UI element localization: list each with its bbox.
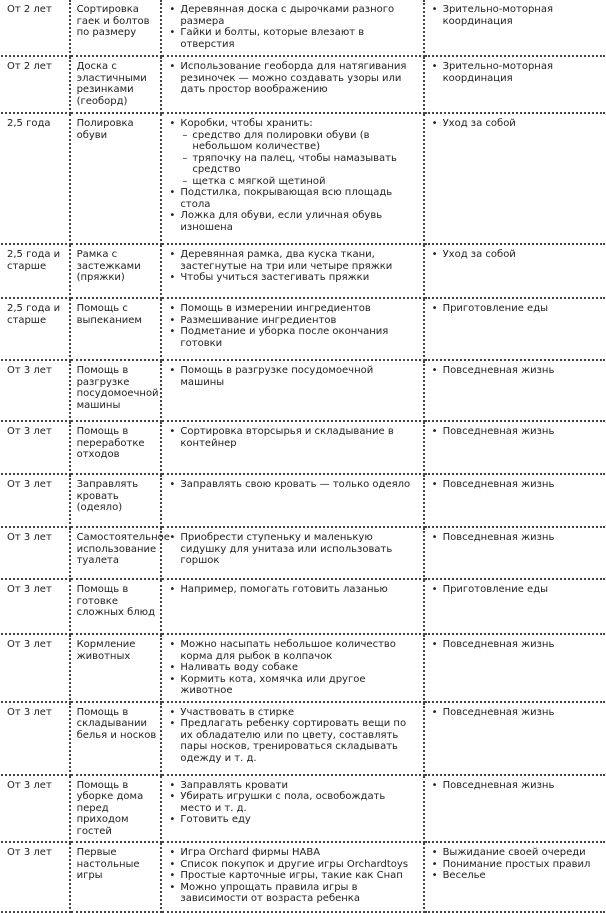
materials-item: • Например, помогать готовить лазанью (168, 584, 418, 596)
skills-list (431, 780, 601, 792)
materials-item: • Список покупок и другие игры Orchardtoys (168, 859, 418, 871)
materials-cell (161, 842, 423, 912)
materials-cell (161, 527, 423, 579)
materials-cell (161, 244, 423, 298)
materials-item: • Кормить кота, хомячка или другое животное (168, 674, 418, 697)
activity-name-cell: Первые настольные игры (70, 842, 162, 912)
skill-item: • Приготовление еды (431, 303, 601, 315)
skill-item: • Повседневная жизнь (431, 479, 601, 491)
activity-name-cell: Помощь в уборке дома перед приходом гостей (70, 775, 162, 843)
skills-list (431, 639, 601, 651)
skills-list (431, 4, 601, 27)
table-row (1, 527, 605, 579)
materials-cell (161, 360, 423, 421)
skills-list (431, 532, 601, 544)
skills-list (431, 118, 601, 130)
materials-item: • Подстилка, покрывающая всю площадь стола (168, 187, 418, 210)
materials-cell (161, 474, 423, 527)
materials-item: • Можно насыпать небольшое количество корма для рыбок в колпачок (168, 639, 418, 662)
materials-cell (161, 702, 423, 775)
table-row (1, 842, 605, 912)
skills-cell (424, 527, 605, 579)
materials-item: • Коробки, чтобы хранить: (168, 118, 418, 130)
materials-subitem: – тряпочку на палец, чтобы намазывать средство (168, 153, 418, 176)
activity-name-cell: Рамка с застежками (пряжки) (70, 244, 162, 298)
age-cell: От 3 лет (1, 702, 70, 775)
materials-list (168, 61, 418, 96)
materials-item: • Заправлять кровати (168, 780, 418, 792)
materials-item: • Предлагать ребенку сортировать вещи по их обладателю или по цвету, составлять пары носков, тренироваться складывать одежду и т. д. (168, 718, 418, 764)
materials-item: • Сортировка вторсырья и складывание в контейнер (168, 426, 418, 449)
materials-list (168, 847, 418, 905)
skill-item: • Зрительно-моторная координация (431, 4, 601, 27)
skill-item: • Зрительно-моторная координация (431, 61, 601, 84)
skills-cell (424, 842, 605, 912)
skills-list (431, 303, 601, 315)
skills-cell (424, 0, 605, 56)
materials-item: • Готовить еду (168, 814, 418, 826)
skills-cell (424, 702, 605, 775)
materials-list (168, 118, 418, 233)
materials-cell (161, 579, 423, 634)
age-cell: От 3 лет (1, 775, 70, 843)
materials-list (168, 4, 418, 50)
skills-cell (424, 421, 605, 474)
activities-table (1, 0, 605, 913)
skills-list (431, 249, 601, 261)
materials-item: • Использование геоборда для натягивания резиночек — можно создавать узоры или дать простор воображению (168, 61, 418, 96)
table-body (1, 0, 605, 912)
materials-item: • Деревянная доска с дырочками разного размера (168, 4, 418, 27)
table-row (1, 360, 605, 421)
materials-cell (161, 56, 423, 113)
materials-item: • Ложка для обуви, если уличная обувь изношена (168, 210, 418, 233)
age-cell: От 3 лет (1, 527, 70, 579)
skills-cell (424, 775, 605, 843)
skills-cell (424, 244, 605, 298)
age-cell: 2,5 года и старше (1, 298, 70, 360)
skill-item: • Повседневная жизнь (431, 426, 601, 438)
age-cell: От 3 лет (1, 421, 70, 474)
age-cell: От 3 лет (1, 579, 70, 634)
activity-name-cell: Помощь с выпеканием (70, 298, 162, 360)
age-cell: От 3 лет (1, 842, 70, 912)
materials-cell (161, 421, 423, 474)
skills-list (431, 584, 601, 596)
skills-list (431, 365, 601, 377)
table-row (1, 113, 605, 244)
materials-item: • Простые карточные игры, такие как Снап (168, 870, 418, 882)
skill-item: • Повседневная жизнь (431, 532, 601, 544)
skill-item: • Уход за собой (431, 118, 601, 130)
materials-list (168, 479, 418, 491)
materials-cell (161, 634, 423, 702)
skills-cell (424, 56, 605, 113)
materials-cell (161, 113, 423, 244)
skill-item: • Повседневная жизнь (431, 365, 601, 377)
skills-list (431, 426, 601, 438)
table-row (1, 634, 605, 702)
materials-subitem: – щетка с мягкой щетиной (168, 176, 418, 188)
skill-item: • Приготовление еды (431, 584, 601, 596)
skill-item: • Веселье (431, 870, 601, 882)
skills-cell (424, 474, 605, 527)
skills-cell (424, 298, 605, 360)
age-cell: От 2 лет (1, 56, 70, 113)
age-cell: 2,5 года и старше (1, 244, 70, 298)
materials-list (168, 780, 418, 826)
activity-name-cell: Кормление животных (70, 634, 162, 702)
materials-cell (161, 0, 423, 56)
table-row (1, 474, 605, 527)
skill-item: • Повседневная жизнь (431, 707, 601, 719)
materials-cell (161, 775, 423, 843)
activity-name-cell: Помощь в переработке отходов (70, 421, 162, 474)
materials-item: • Игра Orchard фирмы HABA (168, 847, 418, 859)
materials-list (168, 365, 418, 388)
activity-name-cell: Сортировка гаек и болтов по размеру (70, 0, 162, 56)
activity-name-cell: Помощь в готовке сложных блюд (70, 579, 162, 634)
skill-item: • Уход за собой (431, 249, 601, 261)
table-row (1, 0, 605, 56)
table-row (1, 244, 605, 298)
age-cell: От 3 лет (1, 634, 70, 702)
skill-item: • Выжидание своей очереди (431, 847, 601, 859)
materials-item: • Помощь в разгрузке посудомоечной машины (168, 365, 418, 388)
skill-item: • Повседневная жизнь (431, 639, 601, 651)
table-row (1, 775, 605, 843)
activity-name-cell: Помощь в складывании белья и носков (70, 702, 162, 775)
skill-item: • Повседневная жизнь (431, 780, 601, 792)
table-row (1, 298, 605, 360)
materials-item: • Помощь в измерении ингредиентов (168, 303, 418, 315)
activity-name-cell: Доска с эластичными резинками (геоборд) (70, 56, 162, 113)
materials-list (168, 639, 418, 697)
skills-cell (424, 634, 605, 702)
materials-item: • Наливать воду собаке (168, 662, 418, 674)
materials-list (168, 426, 418, 449)
materials-item: • Подметание и уборка после окончания готовки (168, 326, 418, 349)
materials-list (168, 584, 418, 596)
skills-list (431, 707, 601, 719)
table-row (1, 579, 605, 634)
table-row (1, 421, 605, 474)
activity-name-cell: Самостоятельное использование туалета (70, 527, 162, 579)
materials-cell (161, 298, 423, 360)
activity-name-cell: Заправлять кровать (одеяло) (70, 474, 162, 527)
materials-item: • Заправлять свою кровать — только одеяло (168, 479, 418, 491)
materials-list (168, 303, 418, 349)
skills-list (431, 847, 601, 882)
table-row (1, 56, 605, 113)
skills-cell (424, 579, 605, 634)
materials-list (168, 532, 418, 567)
skills-cell (424, 360, 605, 421)
table-row (1, 702, 605, 775)
skills-list (431, 479, 601, 491)
materials-item: • Чтобы учиться застегивать пряжки (168, 272, 418, 284)
materials-item: • Можно упрощать правила игры в зависимости от возраста ребенка (168, 882, 418, 905)
age-cell: 2,5 года (1, 113, 70, 244)
skill-item: • Понимание простых правил (431, 859, 601, 871)
materials-item: • Приобрести ступеньку и маленькую сидушку для унитаза или использовать горшок (168, 532, 418, 567)
age-cell: От 3 лет (1, 474, 70, 527)
materials-item: • Размешивание ингредиентов (168, 315, 418, 327)
skills-list (431, 61, 601, 84)
age-cell: От 3 лет (1, 360, 70, 421)
materials-list (168, 249, 418, 284)
skills-cell (424, 113, 605, 244)
materials-list (168, 707, 418, 765)
materials-item: • Деревянная рамка, два куска ткани, застегнутые на три или четыре пряжки (168, 249, 418, 272)
materials-item: • Участвовать в стирке (168, 707, 418, 719)
age-cell: От 2 лет (1, 0, 70, 56)
activity-name-cell: Полировка обуви (70, 113, 162, 244)
materials-item: • Гайки и болты, которые влезают в отверстия (168, 27, 418, 50)
materials-subitem: – средство для полировки обуви (в небольшом количестве) (168, 130, 418, 153)
activity-name-cell: Помощь в разгрузке посудомоечной машины (70, 360, 162, 421)
materials-item: • Убирать игрушки с пола, освобождать место и т. д. (168, 791, 418, 814)
